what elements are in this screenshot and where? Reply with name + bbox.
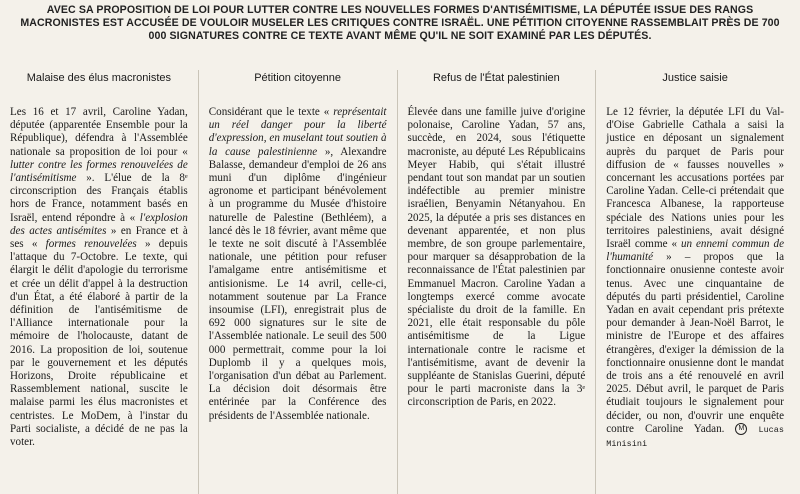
column-heading: Malaise des élus macronistes (26, 72, 172, 84)
column-body: Considérant que le texte « représentait un réel danger pour la liberté d'expression, en muselant tout soutien à la cause palestinienne », Alexandre Balasse, demandeur d'emploi de 26 ans muni d'un diplôme d'ingénieur agronome et participant bénévolement à un programme du Musée d'histoire naturelle de Palestine (Bethléem), a lancé dès le 18 février, avant même que le texte ne soit discuté à l'Assemblée nationale, une pétition pour refuser l'amalgame entre antisémitisme et antisionisme. Le 14 avril, celle-ci, notamment soutenue par La France insoumise (LFI), enregistrait plus de 692 000 signatures sur le site de l'Assemblée nationale. Le seuil des 500 000 permettrait, comme pour la loi Duplomb il y a quelques mois, l'organisation d'un débat au Parlement. La décision doit désormais être entérinée par la Conférence des présidents de l'Assemblée nationale. (208, 106, 387, 422)
article-columns (6, 70, 794, 494)
column-heading: Justice saisie (662, 72, 728, 84)
column-malaise (6, 70, 198, 494)
column-petition (198, 70, 397, 494)
column-body: Élevée dans une famille juive d'origine polonaise, Caroline Yadan, 57 ans, succède, en 2024, sous l'étiquette macroniste, au député Les Républicains Meyer Habib, qui s'était illustré pendant tout son mandat par un soutien indéfectible au premier ministre israélien, Benyamin Nétanyahou. En 2025, la députée a pris ses distances en devenant apparentée, et non plus membre, de son groupe parlementaire, pour marquer sa désapprobation de la reconnaissance de l'État palestinien par Emmanuel Macron. Caroline Yadan a longtemps exercé comme avocate spécialiste du droit de la famille. En 2021, elle était responsable du pôle antisémitisme de la Ligue internationale contre le racisme et l'antisémitisme, avant de devenir la suppléante de Stanislas Guerini, député pour le parti macroniste dans la 3ᵉ circonscription de Paris, en 2022. (407, 106, 586, 409)
signature-mark-icon: M (735, 423, 747, 435)
column-body: Les 16 et 17 avril, Caroline Yadan, députée (apparentée Ensemble pour la République), défendra à l'Assemblée nationale sa proposition de loi pour « lutter contre les formes renouvelées de l'antisémitisme ». L'élue de la 8ᵉ circonscription des Français établis hors de France, notamment basés en Israël, entend répondre à « l'explosion des actes antisémites » en France et à ses « formes renouvelées » depuis l'attaque du 7-Octobre. Le texte, qui élargit le délit d'apologie du terrorisme et crée un délit d'appel à la destruction d'un État, a été élaboré à partir de la définition de l'antisémitisme de l'Alliance internationale pour la mémoire de l'holocauste, datant de 2016. La proposition de loi, soutenue par le gouvernement et les députés Horizons, Droite républicaine et Rassemblement national, suscite le malaise parmi les élus macronistes et centristes. Le MoDem, à l'instar du Parti socialiste, a décidé de ne pas la voter. (10, 106, 188, 449)
column-justice (595, 70, 794, 494)
column-heading: Pétition citoyenne (254, 72, 342, 84)
column-heading: Refus de l'État palestinien (432, 72, 560, 84)
column-etat-palestinien (397, 70, 596, 494)
author-signature: Lucas Minisini (606, 424, 784, 450)
column-body: Le 12 février, la députée LFI du Val-d'Oise Gabrielle Cathala a saisi la justice en déposant un signalement auprès du parquet de Paris pour diffusion de « fausses nouvelles » concernant les accusations portées par Caroline Yadan. Celle-ci prétendait que Francesca Albanese, la rapporteuse spéciale des Nations unies pour les territoires palestiniens, avait désigné Israël comme « un ennemi commun de l'humanité » – propos que la fonctionnaire onusienne conteste avoir tenus. Avec une cinquantaine de députés du parti présidentiel, Caroline Yadan en avait cependant pris prétexte pour demander à Jean-Noël Barrot, le ministre de l'Europe et des affaires étrangères, d'exiger la démission de la fonctionnaire onusienne dont le mandat de trois ans a été renouvelé en avril 2025. Début avril, le parquet de Paris étudiait toujours le signalement pour décider, ou non, d'ouvrir une enquête contre Caroline Yadan. M Lucas Minisini (606, 106, 785, 450)
intro-text: AVEC SA PROPOSITION DE LOI POUR LUTTER CONTRE LES NOUVELLES FORMES D'ANTISÉMITISME, LA DÉPUTÉE ISSUE DES RANGS MACRONISTES EST ACCUSÉE DE VOULOIR MUSELER LES CRITIQUES CONTRE ISRAËL. UNE PÉTITION CITOYENNE RASSEMBLAIT PRÈS DE 700 000 SIGNATURES CONTRE CE TEXTE AVANT MÊME QU'IL NE SOIT EXAMINÉ PAR LES DÉPUTÉS. (20, 4, 780, 42)
